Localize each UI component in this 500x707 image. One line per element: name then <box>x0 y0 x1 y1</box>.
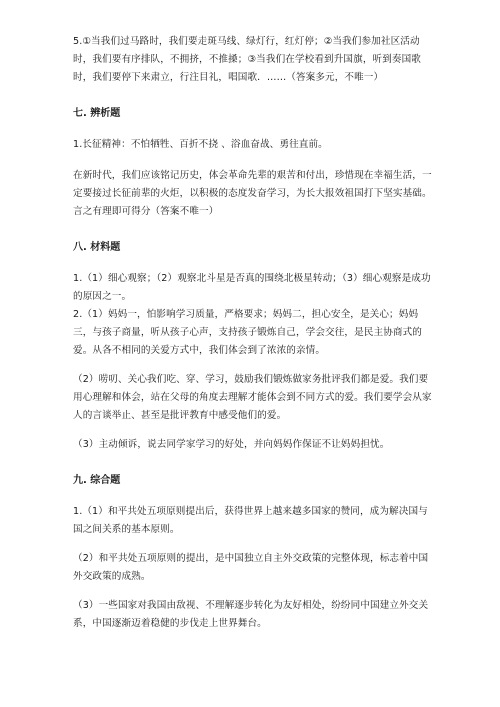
section-8-paragraph-2: 2.（1）妈妈一，怕影响学习质量，严格要求；妈妈二，担心安全，是关心；妈妈三，与孩子商量，听从孩子心声，支持孩子锻炼自己，学会交往，是民主协商式的爱。从各不相同的关爱方式中，我们体会到了浓浓的亲情。 <box>73 309 422 356</box>
section-7-paragraph-1: 1.长征精神：不怕牺牲、百折不挠 、浴血奋战、勇往直前。 <box>73 139 328 150</box>
q5-answer: 5.①当我们过马路时，我们要走斑马线、绿灯行，红灯停；②当我们参加社区活动时，我们要有序排队，不拥挤，不推搡；③当我们在学校看到升国旗，听到奏国歌时，我们要停下来肃立，行注目礼，唱国歌．……（答案多元，不唯一） <box>73 36 421 83</box>
section-7-paragraph-2: 在新时代，我们应该铭记历史，体会革命先辈的艰苦和付出，珍惜现在幸福生活，一定要接过长征前辈的火炬，以积极的态度发奋学习，为长大报效祖国打下坚实基础。言之有理即可得分（答案不唯一） <box>73 170 432 217</box>
section-9-heading: 九. 综合题 <box>73 475 121 486</box>
section-8-paragraph-1: 1.（1）细心观察；（2）观察北斗星是否真的围绕北极星转动；（3）细心观察是成功的原因之一。 <box>73 273 431 302</box>
section-8-heading: 八. 材料题 <box>73 242 121 253</box>
section-8-paragraph-3: （2）唠叨、关心我们吃、穿、学习，鼓励我们锻炼做家务批评我们都是爱。我们要用心理解和体会，站在父母的角度去理解才能体会到不同方式的爱。我们要学会从家人的言谈举止、甚至是批评教育中感受他们的爱。 <box>73 374 432 421</box>
section-9-paragraph-2: （2）和平共处五项原则的提出，是中国独立自主外交政策的完整体现，标志着中国外交政策的成熟。 <box>73 553 429 582</box>
document-body <box>73 33 435 633</box>
section-9-paragraph-1: 1.（1）和平共处五项原则提出后，获得世界上越来越多国家的赞同，成为解决国与国之间关系的基本原则。 <box>73 506 428 535</box>
section-9-paragraph-3: （3）一些国家对我国由敌视、不理解逐步转化为友好相处，纷纷同中国建立外交关系，中国逐渐迈着稳健的步伐走上世界舞台。 <box>73 600 429 629</box>
section-7-heading: 七. 辨析题 <box>73 108 121 119</box>
section-8-paragraph-4: （3）主动倾诉，说去同学家学习的好处，并向妈妈作保证不让妈妈担忧。 <box>73 439 390 450</box>
